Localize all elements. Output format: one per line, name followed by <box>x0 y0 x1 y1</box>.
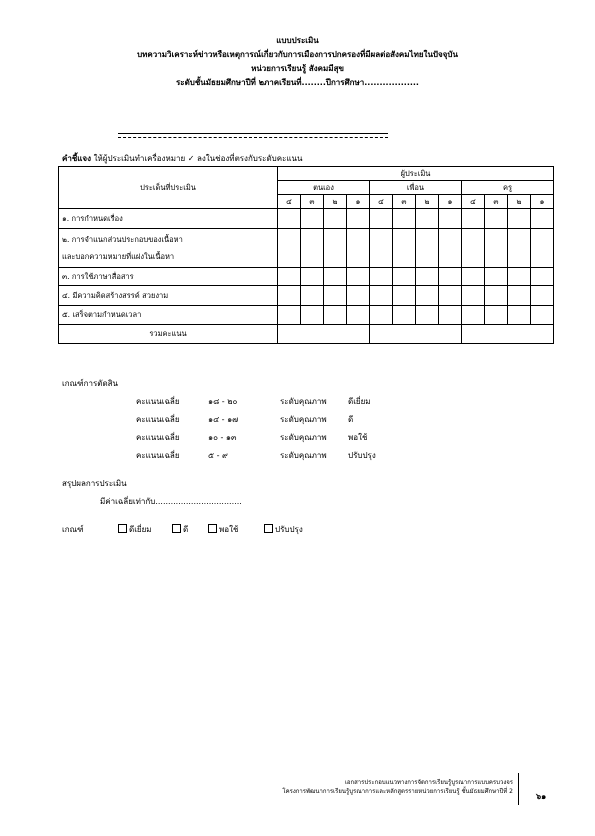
score-cell[interactable] <box>347 209 370 229</box>
score-cell[interactable] <box>508 286 531 306</box>
score-cell[interactable] <box>508 306 531 325</box>
option-label: ดี <box>183 525 189 534</box>
document-footer <box>282 778 513 796</box>
level-label: ระดับคุณภาพ <box>280 397 327 406</box>
level-label: ระดับคุณภาพ <box>280 415 327 424</box>
total-teacher-cell[interactable] <box>462 325 554 344</box>
score-header: ๒ <box>416 195 439 209</box>
score-header: ๓ <box>393 195 416 209</box>
score-cell[interactable] <box>485 286 508 306</box>
criterion-label-line: และบอกความหมายที่แฝงในเนื้อหา <box>62 252 175 261</box>
score-cell[interactable] <box>347 268 370 286</box>
score-cell[interactable] <box>324 209 347 229</box>
score-cell[interactable] <box>324 286 347 306</box>
score-cell[interactable] <box>439 306 462 325</box>
footer-divider <box>518 773 519 805</box>
score-header: ๔ <box>278 195 301 209</box>
score-cell[interactable] <box>301 306 324 325</box>
score-header: ๔ <box>370 195 393 209</box>
score-header: ๓ <box>301 195 324 209</box>
score-cell[interactable] <box>278 268 301 286</box>
score-cell[interactable] <box>531 306 554 325</box>
criterion-row-label: ๑. การกำหนดเรื่อง <box>59 209 278 229</box>
score-cell[interactable] <box>393 229 416 268</box>
checkbox-icon[interactable] <box>208 524 217 533</box>
score-header: ๑ <box>347 195 370 209</box>
document-header <box>0 34 595 90</box>
header-divider-dashed <box>118 137 388 138</box>
score-range: ๑๘ - ๒๐ <box>208 397 238 406</box>
score-cell[interactable] <box>462 268 485 286</box>
score-range: ๑๐ - ๑๓ <box>208 433 237 442</box>
score-cell[interactable] <box>278 229 301 268</box>
instruction-prefix: คำชี้แจง <box>62 154 92 163</box>
score-cell[interactable] <box>393 268 416 286</box>
score-cell[interactable] <box>462 229 485 268</box>
criterion-row-label: ๔. มีความคิดสร้างสรรค์ สวยงาม <box>59 286 278 306</box>
score-cell[interactable] <box>531 268 554 286</box>
criterion-row-label: ๓. การใช้ภาษาสื่อสาร <box>59 268 278 286</box>
quality-level: ดีเยี่ยม <box>348 397 371 406</box>
score-cell[interactable] <box>393 286 416 306</box>
score-cell[interactable] <box>416 229 439 268</box>
score-cell[interactable] <box>301 286 324 306</box>
checkbox-icon[interactable] <box>118 524 127 533</box>
group-peer: เพื่อน <box>370 181 462 195</box>
option-label: ปรับปรุง <box>275 525 303 534</box>
score-cell[interactable] <box>278 286 301 306</box>
criterion-label-line: ๒. การจำแนกส่วนประกอบของเนื้อหา <box>62 235 183 244</box>
score-cell[interactable] <box>508 229 531 268</box>
score-header: ๓ <box>485 195 508 209</box>
score-cell[interactable] <box>301 209 324 229</box>
score-header: ๒ <box>508 195 531 209</box>
result-option-improve[interactable] <box>264 523 303 536</box>
score-cell[interactable] <box>370 306 393 325</box>
score-cell[interactable] <box>439 268 462 286</box>
instruction <box>62 152 303 165</box>
score-cell[interactable] <box>416 306 439 325</box>
score-header: ๔ <box>462 195 485 209</box>
score-range: ๑๔ - ๑๗ <box>208 415 239 424</box>
score-cell[interactable] <box>485 306 508 325</box>
total-label: รวมคะแนน <box>59 325 278 344</box>
score-cell[interactable] <box>347 286 370 306</box>
quality-level: ดี <box>348 415 354 424</box>
page-number: ๖๑ <box>536 792 547 801</box>
criterion-row-label: ๕. เสร็จตามกำหนดเวลา <box>59 306 278 325</box>
level-label: ระดับคุณภาพ <box>280 433 327 442</box>
score-cell[interactable] <box>278 209 301 229</box>
avg-label: คะแนนเฉลี่ย <box>136 433 180 442</box>
avg-label: คะแนนเฉลี่ย <box>136 451 180 460</box>
score-cell[interactable] <box>416 286 439 306</box>
score-header: ๑ <box>439 195 462 209</box>
footer-line: โครงการพัฒนาการเรียนรู้บูรณาการและหลักสูตรรายหน่วยการเรียนรู้ ชั้นมัธยมศึกษาปีที่ 2 <box>282 788 513 795</box>
option-label: พอใช้ <box>219 525 239 534</box>
quality-level: ปรับปรุง <box>348 451 376 460</box>
total-peer-cell[interactable] <box>370 325 462 344</box>
score-cell[interactable] <box>416 268 439 286</box>
score-cell[interactable] <box>393 209 416 229</box>
score-cell[interactable] <box>462 306 485 325</box>
group-self: ตนเอง <box>278 181 370 195</box>
score-header: ๒ <box>324 195 347 209</box>
score-cell[interactable] <box>485 209 508 229</box>
evaluator-header: ผู้ประเมิน <box>278 167 554 181</box>
criteria-title: เกณฑ์การตัดสิน <box>62 379 119 388</box>
footer-line: เอกสารประกอบแนวทางการจัดการเรียนรู้บูรณาการแบบครบวงจร <box>344 779 513 786</box>
form-subject: บทความวิเคราะห์ข่าวหรือเหตุการณ์เกี่ยวกับการเมืองการปกครองที่มีผลต่อสังคมไทยในปัจจุบัน <box>137 50 458 59</box>
score-cell[interactable] <box>278 306 301 325</box>
avg-label: คะแนนเฉลี่ย <box>136 415 180 424</box>
score-header: ๑ <box>531 195 554 209</box>
score-cell[interactable] <box>531 286 554 306</box>
average-fill-line[interactable]: มีค่าเฉลี่ยเท่ากับ.................................. <box>100 497 242 506</box>
score-cell[interactable] <box>485 268 508 286</box>
total-self-cell[interactable] <box>278 325 370 344</box>
score-cell[interactable] <box>416 209 439 229</box>
result-label: เกณฑ์ <box>62 525 84 534</box>
result-option-fair[interactable] <box>208 523 238 536</box>
grade-term-line: ระดับชั้นมัธยมศึกษาปีที่ ๒ภาคเรียนที่........ปีการศึกษา.................. <box>176 78 419 87</box>
criterion-row-label <box>59 229 278 268</box>
quality-level: พอใช้ <box>348 433 368 442</box>
evaluation-table <box>58 166 554 344</box>
score-cell[interactable] <box>370 229 393 268</box>
checkbox-icon[interactable] <box>172 524 181 533</box>
score-cell[interactable] <box>324 229 347 268</box>
result-option-good[interactable] <box>172 523 188 536</box>
score-cell[interactable] <box>301 268 324 286</box>
group-teacher: ครู <box>462 181 554 195</box>
score-range: ๕ - ๙ <box>208 451 228 460</box>
score-cell[interactable] <box>462 209 485 229</box>
item-column-header: ประเด็นที่ประเมิน <box>59 167 278 209</box>
score-cell[interactable] <box>508 209 531 229</box>
score-cell[interactable] <box>531 229 554 268</box>
learning-unit: หน่วยการเรียนรู้ สังคมมีสุข <box>251 64 344 73</box>
score-cell[interactable] <box>508 268 531 286</box>
score-cell[interactable] <box>370 286 393 306</box>
score-cell[interactable] <box>439 286 462 306</box>
level-label: ระดับคุณภาพ <box>280 451 327 460</box>
score-cell[interactable] <box>301 229 324 268</box>
score-cell[interactable] <box>324 306 347 325</box>
score-cell[interactable] <box>324 268 347 286</box>
score-cell[interactable] <box>439 229 462 268</box>
score-cell[interactable] <box>393 306 416 325</box>
header-divider <box>118 133 388 134</box>
score-cell[interactable] <box>485 229 508 268</box>
score-cell[interactable] <box>347 306 370 325</box>
result-option-excellent[interactable] <box>118 523 152 536</box>
option-label: ดีเยี่ยม <box>129 525 152 534</box>
score-cell[interactable] <box>347 229 370 268</box>
instruction-text: ให้ผู้ประเมินทำเครื่องหมาย ✓ ลงในช่องที่ตรงกับระดับคะแนน <box>93 154 303 163</box>
avg-label: คะแนนเฉลี่ย <box>136 397 180 406</box>
score-cell[interactable] <box>370 209 393 229</box>
score-cell[interactable] <box>462 286 485 306</box>
score-cell[interactable] <box>531 209 554 229</box>
checkbox-icon[interactable] <box>264 524 273 533</box>
form-title: แบบประเมิน <box>276 36 319 45</box>
summary-title: สรุปผลการประเมิน <box>62 479 127 488</box>
score-cell[interactable] <box>439 209 462 229</box>
score-cell[interactable] <box>370 268 393 286</box>
